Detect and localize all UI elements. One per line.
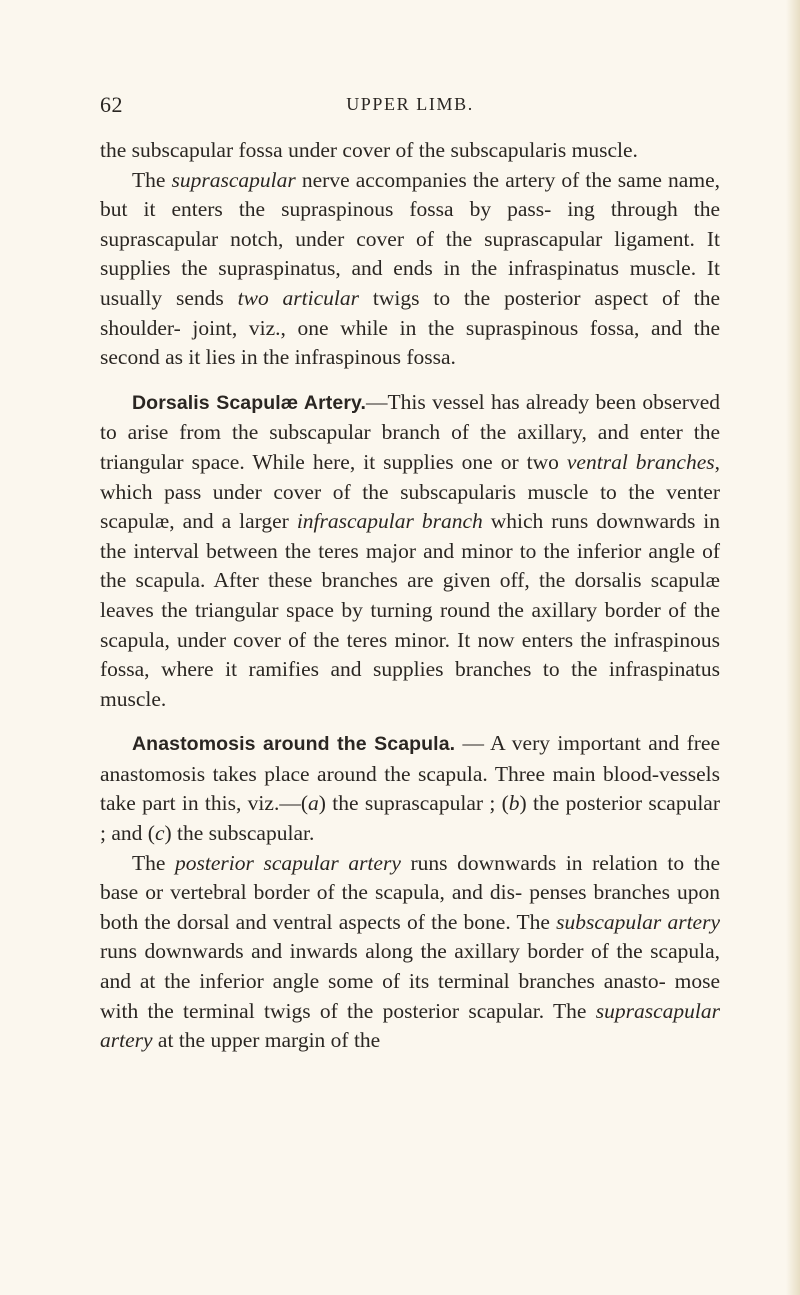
- italic-term: suprascapular artery: [100, 998, 720, 1053]
- section-heading: Anastomosis around the Scapula.: [132, 733, 456, 756]
- italic-term: suprascapular: [171, 167, 296, 192]
- paragraph-anastomosis: Anastomosis around the Scapula. — A very important and free anastomosis takes place around the scapula. Three main blood-vessels take part in this, viz.—(a) the suprascapular ; (b) the posterior scapular ; and (c) the subscapular.: [100, 731, 720, 846]
- italic-letter: b: [508, 791, 520, 816]
- running-title: UPPER LIMB.: [346, 94, 474, 114]
- italic-term: ventral branches: [566, 449, 715, 474]
- italic-term: infrascapular branch: [296, 509, 483, 534]
- page-edge-shadow: [786, 0, 800, 1295]
- paragraph-continuation: the subscapular fossa under cover of the subscapularis muscle.: [100, 138, 638, 162]
- italic-term: posterior scapular artery: [175, 850, 401, 875]
- italic-letter: c: [154, 821, 165, 846]
- italic-term: two articular: [237, 285, 360, 310]
- page-number: 62: [100, 92, 123, 117]
- paragraph-dorsalis-scapulae: Dorsalis Scapulæ Artery.—This vessel has already been observed to arise from the subscapular branch of the axillary, and enter the triangular space. While here, it supplies one or two ventral branches, which pass under cover of the subscapularis muscle to the venter scapulæ, and a larger infrascapular branch which runs downwards in the interval between the teres major and minor to the inferior angle of the scapula. After these branches are given off, the dorsalis scapulæ leaves the triangular space by turning round the axillary border of the scapula, under cover of the teres minor. It now enters the infraspinous fossa, where it ramifies and supplies branches to the infraspinatus muscle.: [100, 389, 721, 711]
- running-head: [100, 92, 720, 120]
- italic-letter: a: [308, 791, 319, 816]
- section-heading: Dorsalis Scapulæ Artery.: [132, 391, 367, 414]
- paragraph-posterior-scapular: The posterior scapular artery runs downwards in relation to the base or vertebral border of the scapula, and dis- penses branches upon both the dorsal and ventral aspects of the bone. The subscapular artery runs downwards and inwards along the axillary border of the scapula, and at the inferior angle some of its terminal branches anasto- mose with the terminal twigs of the posterior scapular. The suprascapular artery at the upper margin of the: [100, 850, 720, 1053]
- body-text: [100, 136, 720, 1056]
- italic-term: subscapular artery: [556, 909, 720, 934]
- paragraph-suprascapular-nerve: The suprascapular nerve accompanies the artery of the same name, but it enters the supraspinous fossa by pass- ing through the suprascapular notch, under cover of the suprascapular ligament. It supplies the supraspinatus, and ends in the infraspinatus muscle. It usually sends two articular twigs to the posterior aspect of the shoulder- joint, viz., one while in the supraspinous fossa, and the second as it lies in the infraspinous fossa.: [100, 167, 720, 370]
